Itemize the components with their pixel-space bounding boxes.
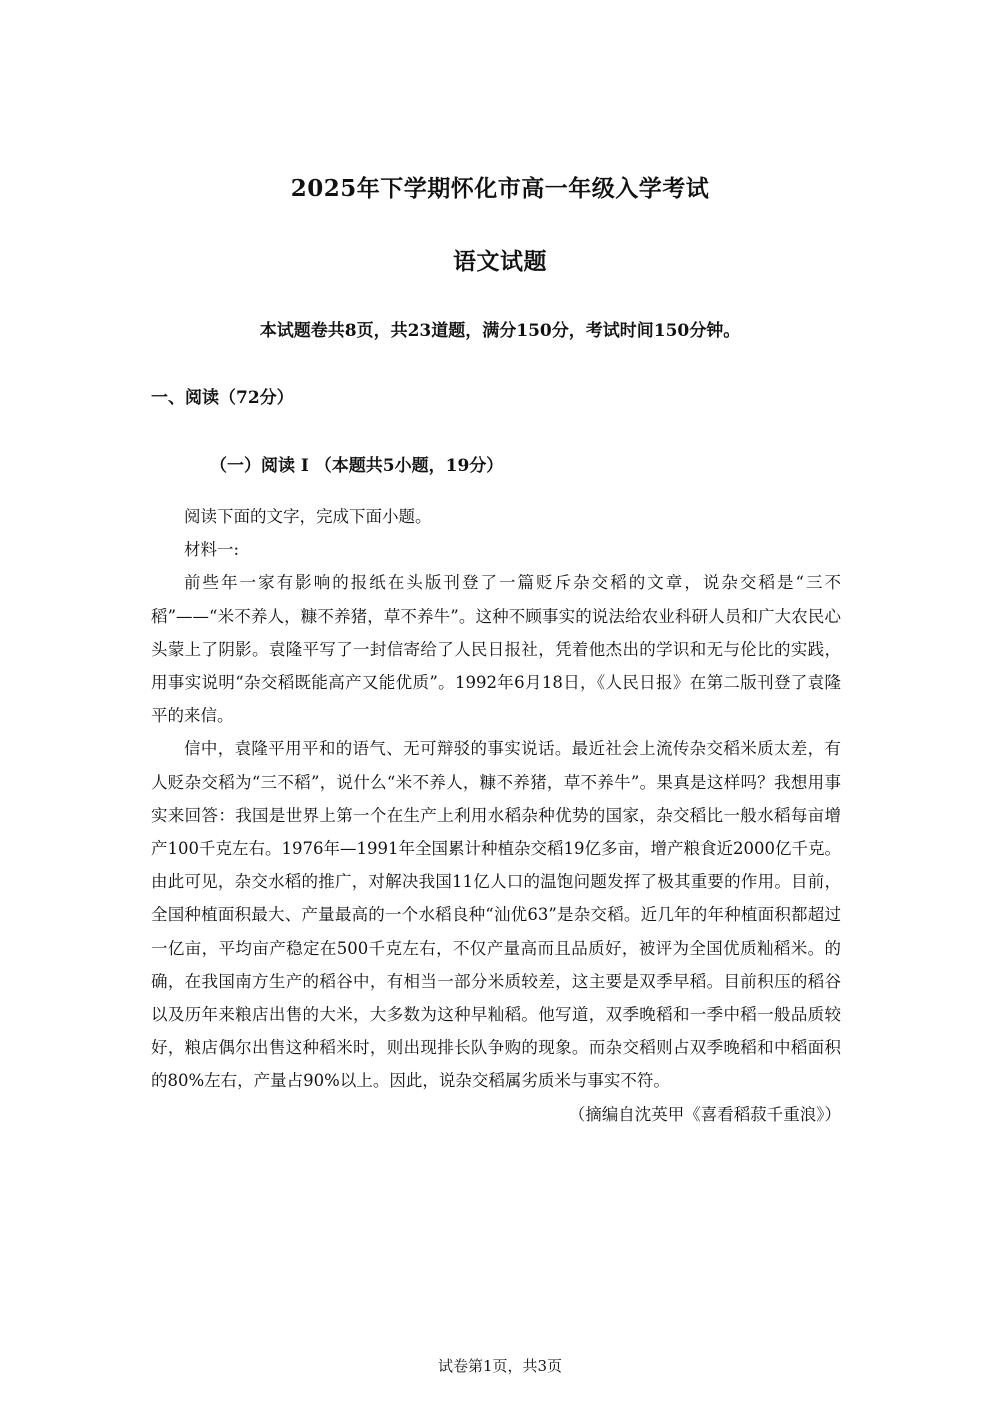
passage-paragraph: 前些年一家有影响的报纸在头版刊登了一篇贬斥杂交稻的文章，说杂交稻是“三不稻”——“米不养人，糠不养猪，草不养牛”。这种不顾事实的说法给农业科研人员和广大农民心头蒙上了阴影。袁隆平写了一封信寄给了人民日报社，凭着他杰出的学识和无与伦比的实践，用事实说明“杂交稻既能高产又能优质”。1992年6月18日，《人民日报》在第二版刊登了袁隆平的来信。: [151, 573, 841, 726]
material-label: 材料一:: [184, 540, 240, 560]
passage-source: （摘编自沈英甲《喜看稻菽千重浪》）: [568, 1104, 841, 1124]
instruction-text: 阅读下面的文字，完成下面小题。: [184, 507, 432, 526]
section-heading: 一、阅读（72分）: [151, 388, 294, 408]
page-footer: 试卷第1页，共3页: [437, 1357, 563, 1375]
exam-title: 2025年下学期怀化市高一年级入学考试: [290, 175, 710, 202]
subsection-heading: （一）阅读 I （本题共5小题，19分）: [210, 456, 504, 476]
reading-passage: [151, 500, 841, 1131]
passage-paragraph: 信中，袁隆平用平和的语气、无可辩驳的事实说话。最近社会上流传杂交稻米质太差，有人贬杂交稻为“三不稻”，说什么“米不养人，糠不养猪，草不养牛”。果真是这样吗？我想用事实来回答：我国是世界上第一个在生产上利用水稻杂种优势的国家，杂交稻比一般水稻每亩增产100千克左右。1976年—1991年全国累计种植杂交稻19亿多亩，增产粮食近2000亿千克。由此可见，杂交水稻的推广，对解决我国11亿人口的温饱问题发挥了极其重要的作用。目前，全国种植面积最大、产量最高的一个水稻良种“汕优63”是杂交稻。近几年的年种植面积都超过一亿亩，平均亩产稳定在500千克左右，不仅产量高而且品质好，被评为全国优质籼稻米。的确，在我国南方生产的稻谷中，有相当一部分米质较差，这主要是双季早稻。目前积压的稻谷以及历年来粮店出售的大米，大多数为这种早籼稻。他写道，双季晚稻和一季中稻一般品质较好，粮店偶尔出售这种稻米时，则出现排长队争购的现象。而杂交稻则占双季晚稻和中稻面积的80%左右，产量占90%以上。因此，说杂交稻属劣质米与事实不符。: [151, 739, 841, 1091]
subject-title: 语文试题: [453, 248, 547, 275]
exam-info: 本试题卷共8页，共23道题，满分150分，考试时间150分钟。: [259, 321, 741, 341]
